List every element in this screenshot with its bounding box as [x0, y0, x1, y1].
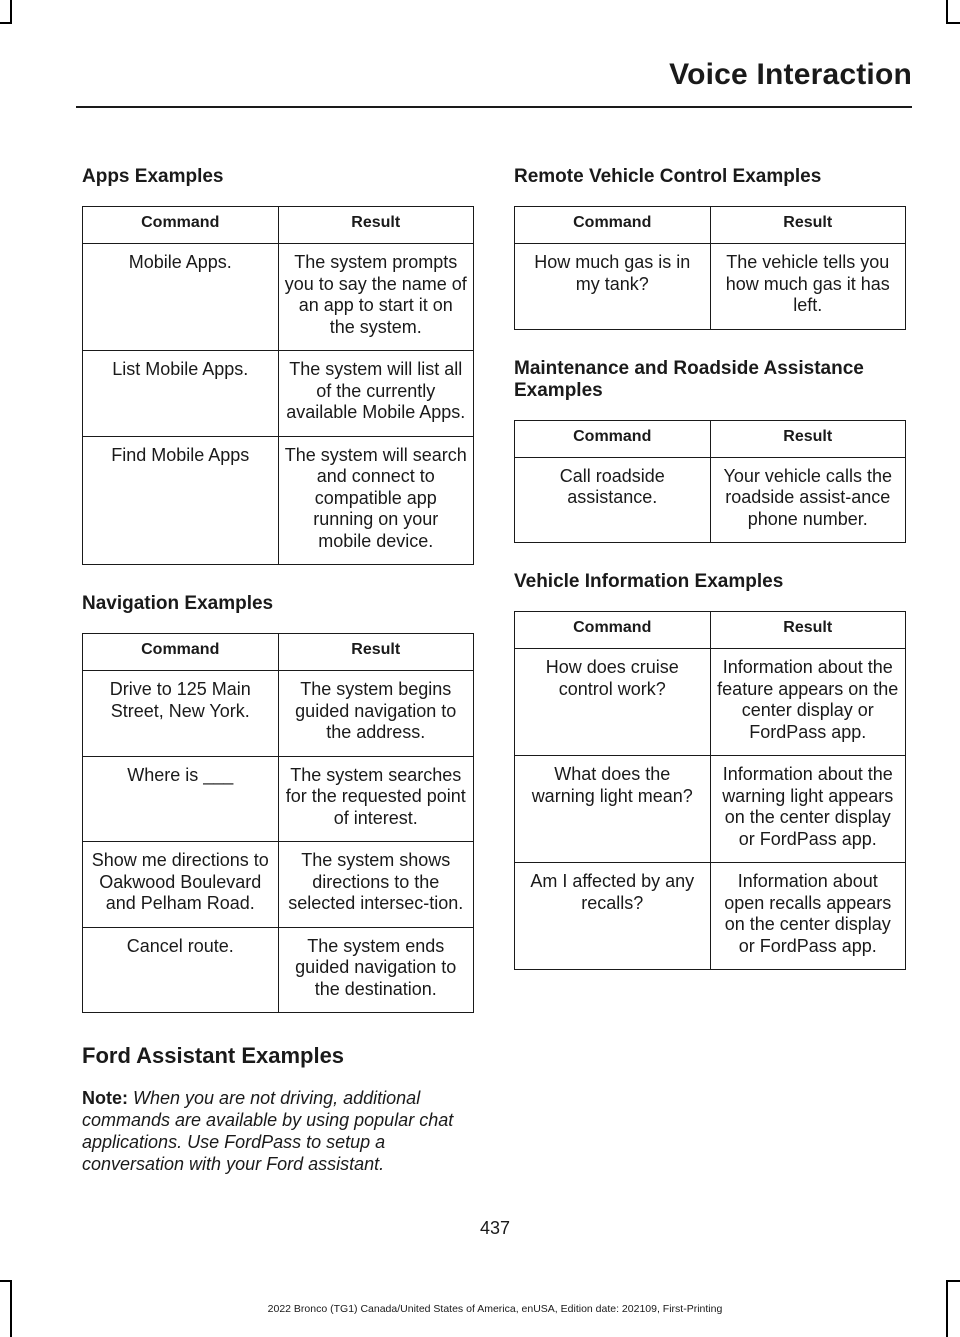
apps-table [82, 206, 474, 565]
table-row [83, 671, 474, 757]
command-header: Command [515, 207, 711, 244]
command-header: Command [515, 420, 711, 457]
crop-mark [10, 0, 12, 22]
result-cell: The system will search and connect to compatible app running on your mobile device. [278, 436, 474, 565]
command-cell: Cancel route. [83, 927, 279, 1013]
ford-assistant-note [82, 1087, 474, 1175]
vehicle-info-heading: Vehicle Information Examples [514, 571, 784, 592]
command-cell: Am I affected by any recalls? [515, 863, 711, 970]
left-column [82, 166, 474, 1175]
table-header-row [515, 612, 906, 649]
result-header: Result [710, 612, 906, 649]
table-row [515, 756, 906, 863]
result-cell: The system searches for the requested point of interest. [278, 756, 474, 842]
command-header: Command [83, 634, 279, 671]
result-cell: The vehicle tells you how much gas it has left. [710, 244, 906, 330]
table-row [83, 927, 474, 1013]
remote-table [514, 206, 906, 330]
vehicle-info-table [514, 611, 906, 970]
page-title: Voice Interaction [669, 58, 912, 91]
command-cell: What does the warning light mean? [515, 756, 711, 863]
command-cell: Where is ___ [83, 756, 279, 842]
result-cell: The system prompts you to say the name of an app to start it on the system. [278, 244, 474, 351]
apps-heading: Apps Examples [82, 166, 224, 187]
result-header: Result [278, 207, 474, 244]
result-header: Result [710, 420, 906, 457]
command-header: Command [83, 207, 279, 244]
maintenance-table [514, 420, 906, 544]
crop-mark [0, 1280, 12, 1282]
result-cell: The system will list all of the currently available Mobile Apps. [278, 351, 474, 437]
result-cell: The system shows directions to the selected intersec-tion. [278, 842, 474, 928]
note-text: When you are not driving, additional commands are available by using popular chat applications. Use FordPass to setup a conversation with your Ford assistant. [82, 1088, 454, 1174]
table-row [83, 756, 474, 842]
result-cell: Information about the feature appears on the center display or FordPass app. [710, 649, 906, 756]
command-cell: Drive to 125 Main Street, New York. [83, 671, 279, 757]
result-cell: Information about the warning light appears on the center display or FordPass app. [710, 756, 906, 863]
note-label: Note: [82, 1088, 128, 1108]
table-header-row [83, 634, 474, 671]
title-divider [76, 106, 912, 108]
crop-mark [946, 0, 948, 22]
navigation-heading: Navigation Examples [82, 593, 274, 614]
result-header: Result [710, 207, 906, 244]
table-row [515, 457, 906, 543]
result-cell: Your vehicle calls the roadside assist-ance phone number. [710, 457, 906, 543]
table-row [83, 244, 474, 351]
crop-mark [0, 22, 12, 24]
command-cell: Call roadside assistance. [515, 457, 711, 543]
table-row [83, 842, 474, 928]
table-header-row [515, 207, 906, 244]
table-row [83, 351, 474, 437]
result-cell: The system ends guided navigation to the destination. [278, 927, 474, 1013]
result-cell: The system begins guided navigation to the address. [278, 671, 474, 757]
footer-text: 2022 Bronco (TG1) Canada/United States of America, enUSA, Edition date: 202109, First-Printing [267, 1303, 723, 1315]
table-header-row [515, 420, 906, 457]
table-header-row [83, 207, 474, 244]
crop-mark [946, 22, 960, 24]
command-header: Command [515, 612, 711, 649]
command-cell: Mobile Apps. [83, 244, 279, 351]
ford-assistant-heading: Ford Assistant Examples [82, 1043, 345, 1068]
remote-heading: Remote Vehicle Control Examples [514, 166, 822, 187]
command-cell: List Mobile Apps. [83, 351, 279, 437]
table-row [83, 436, 474, 565]
right-column [514, 166, 906, 970]
table-row [515, 863, 906, 970]
command-cell: Show me directions to Oakwood Boulevard and Pelham Road. [83, 842, 279, 928]
result-cell: Information about open recalls appears on the center display or FordPass app. [710, 863, 906, 970]
table-row [515, 244, 906, 330]
command-cell: How much gas is in my tank? [515, 244, 711, 330]
maintenance-heading: Maintenance and Roadside Assistance Examples [514, 357, 864, 401]
command-cell: Find Mobile Apps [83, 436, 279, 565]
navigation-table [82, 633, 474, 1013]
table-row [515, 649, 906, 756]
crop-mark [946, 1280, 960, 1282]
command-cell: How does cruise control work? [515, 649, 711, 756]
result-header: Result [278, 634, 474, 671]
page-number: 437 [479, 1218, 511, 1238]
